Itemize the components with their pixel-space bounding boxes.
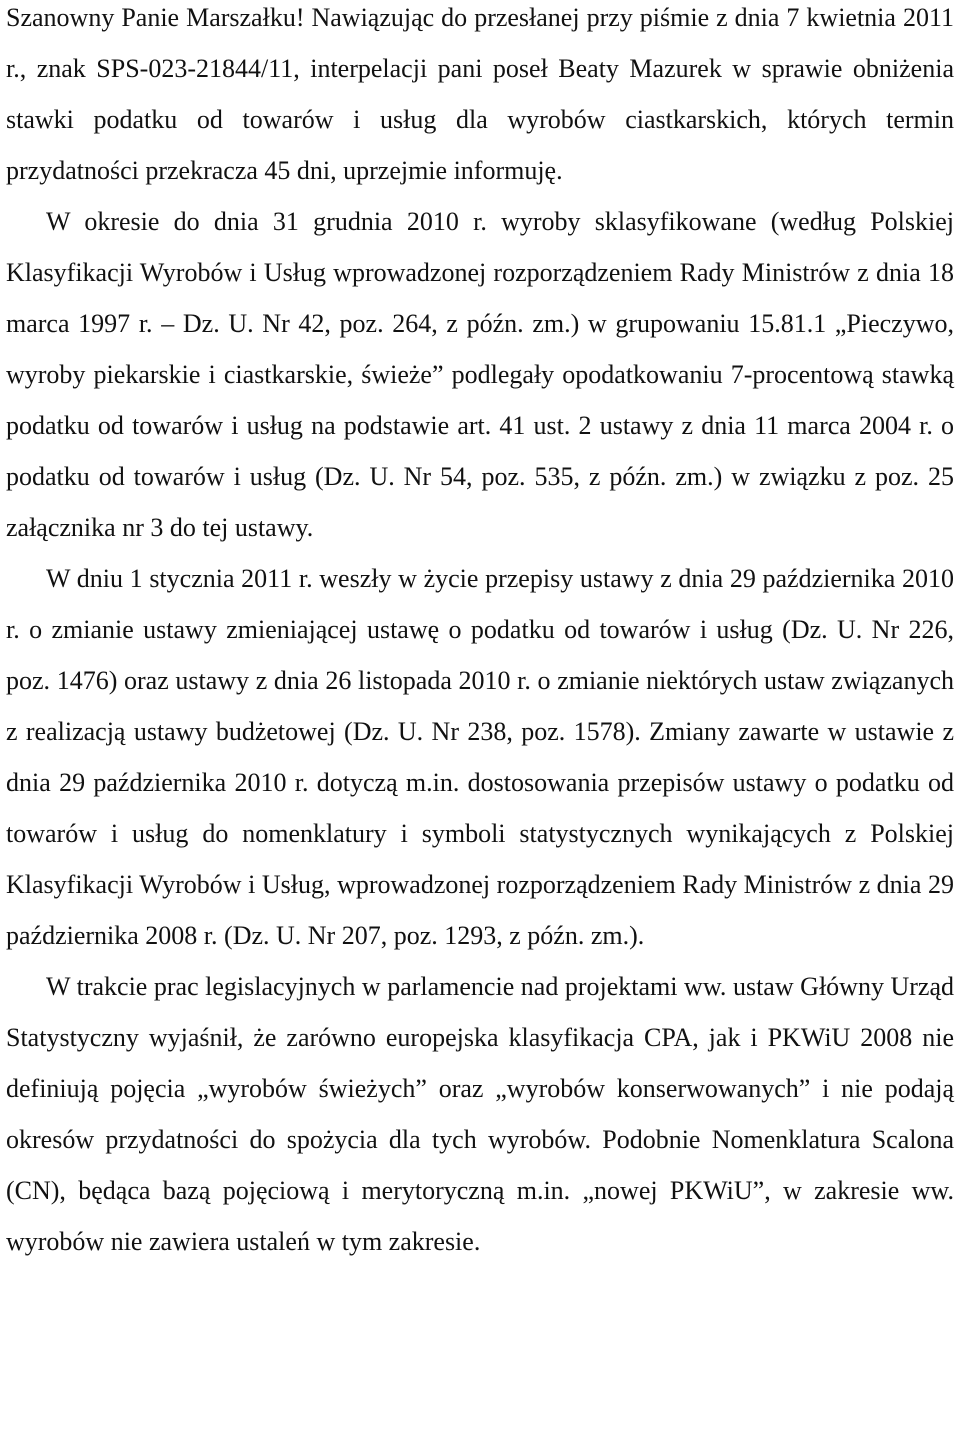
paragraph-changes-2011: W dniu 1 stycznia 2011 r. weszły w życie przepisy ustawy z dnia 29 października 2010 r. o zmianie ustawy zmieniającej ustawę o podatku od towarów i usług (Dz. U. Nr 226, poz. 1476) oraz ustawy z dnia 26 listopada 2010 r. o zmianie niektórych ustaw związanych z realizacją ustawy budżetowej (Dz. U. Nr 238, poz. 1578). Zmiany zawarte w ustawie z dnia 29 października 2010 r. dotyczą m.in. dostosowania przepisów ustawy o podatku od towarów i usług do nomenklatury i symboli statystycznych wynikających z Polskiej Klasyfikacji Wyrobów i Usług, wprowadzonej rozporządzeniem Rady Ministrów z dnia 29 października 2008 r. (Dz. U. Nr 207, poz. 1293, z późn. zm.).: [6, 564, 954, 950]
paragraph-greeting: Szanowny Panie Marszałku! Nawiązując do przesłanej przy piśmie z dnia 7 kwietnia 2011 r., znak SPS-023-21844/11, interpelacji pani poseł Beaty Mazurek w sprawie obniżenia stawki podatku od towarów i usług dla wyrobów ciastkarskich, których termin przydatności przekracza 45 dni, uprzejmie informuję.: [6, 3, 954, 185]
paragraph-legislative-work: W trakcie prac legislacyjnych w parlamencie nad projektami ww. ustaw Główny Urząd Statystyczny wyjaśnił, że zarówno europejska klasyfikacja CPA, jak i PKWiU 2008 nie definiują pojęcia „wyrobów świeżych” oraz „wyrobów konserwowanych” i nie podają okresów przydatności do spożycia dla tych wyrobów. Podobnie Nomenklatura Scalona (CN), będąca bazą pojęciową i merytoryczną m.in. „nowej PKWiU”, w zakresie ww. wyrobów nie zawiera ustaleń w tym zakresie.: [6, 972, 954, 1256]
paragraph-classification-2010: W okresie do dnia 31 grudnia 2010 r. wyroby sklasyfikowane (według Polskiej Klasyfikacji Wyrobów i Usług wprowadzonej rozporządzeniem Rady Ministrów z dnia 18 marca 1997 r. – Dz. U. Nr 42, poz. 264, z późn. zm.) w grupowaniu 15.81.1 „Pieczywo, wyroby piekarskie i ciastkarskie, świeże” podlegały opodatkowaniu 7-procentową stawką podatku od towarów i usług na podstawie art. 41 ust. 2 ustawy z dnia 11 marca 2004 r. o podatku od towarów i usług (Dz. U. Nr 54, poz. 535, z późn. zm.) w związku z poz. 25 załącznika nr 3 do tej ustawy.: [6, 207, 954, 542]
